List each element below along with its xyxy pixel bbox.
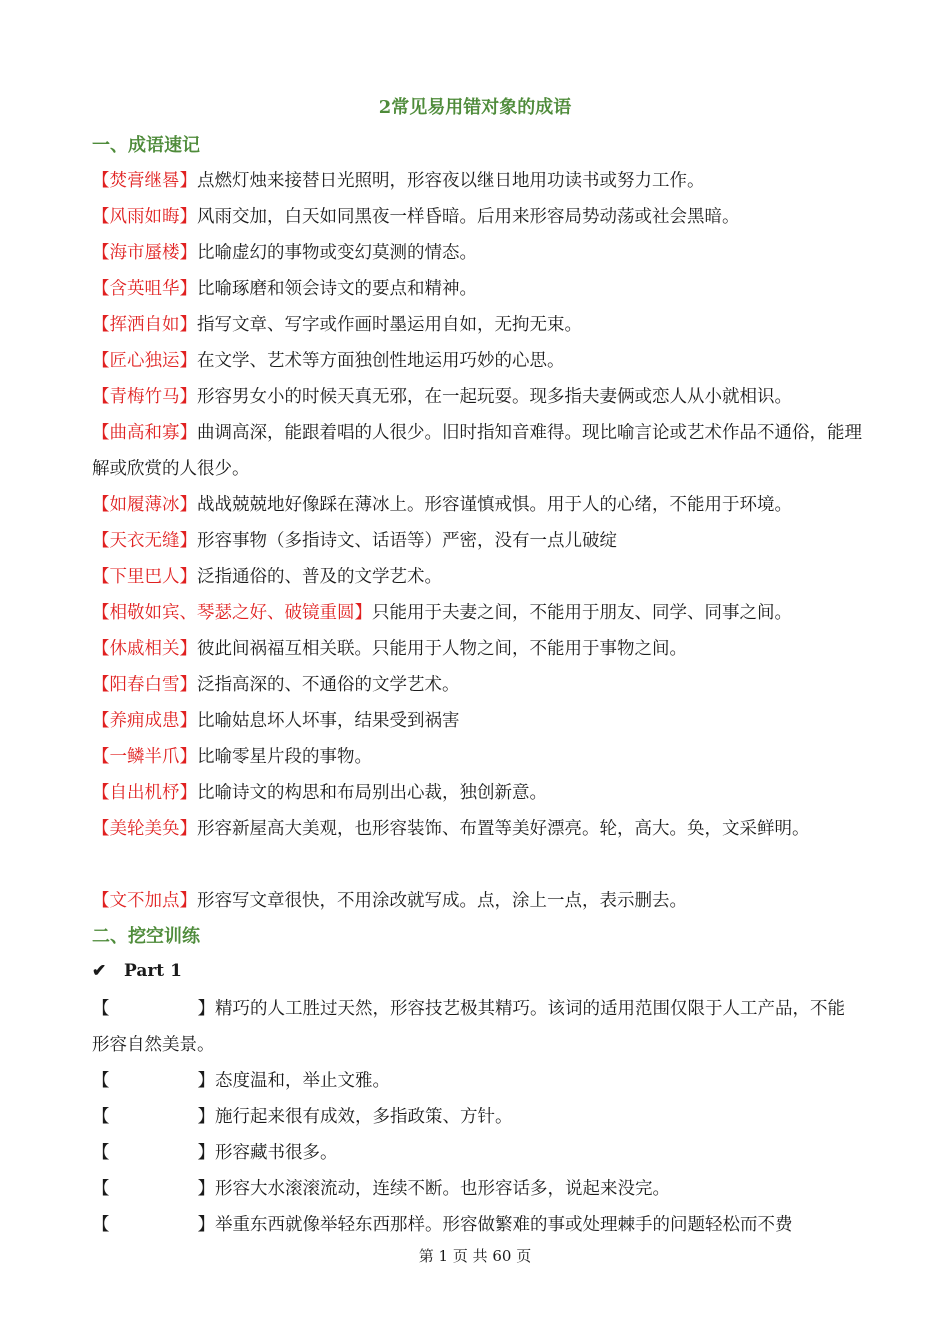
blank-entry [92, 1063, 862, 1099]
idiom-entry [92, 595, 862, 631]
idiom-term: 【海市蜃楼】 [92, 243, 197, 263]
page-title: 2常见易用错对象的成语 [378, 97, 572, 118]
idiom-desc: 泛指高深的、不通俗的文学艺术。 [197, 675, 460, 695]
blank-desc: 施行起来很有成效，多指政策、方针。 [215, 1107, 513, 1127]
blank-close-bracket: 】 [197, 1215, 215, 1235]
blank-open-bracket: 【 [92, 1071, 110, 1091]
blank-entry [92, 1135, 862, 1171]
idiom-desc: 风雨交加，白天如同黑夜一样昏暗。后用来形容局势动荡或社会黑暗。 [197, 207, 740, 227]
idiom-desc: 形容男女小的时候天真无邪，在一起玩耍。现多指夫妻俩或恋人从小就相识。 [197, 387, 792, 407]
blank-close-bracket: 】 [197, 999, 215, 1019]
idiom-entry [92, 703, 862, 739]
idiom-desc: 比喻姑息坏人坏事，结果受到祸害 [197, 711, 460, 731]
idiom-desc: 曲调高深，能跟着唱的人很少。旧时指知音难得。现比喻言论或艺术作品不通俗，能理解或欣赏的人很少。 [92, 423, 862, 479]
idiom-term: 【阳春白雪】 [92, 675, 197, 695]
blank-close-bracket: 】 [197, 1071, 215, 1091]
idiom-entry [92, 379, 862, 415]
idiom-term: 【美轮美奂】 [92, 819, 197, 839]
idiom-term: 【含英咀华】 [92, 279, 197, 299]
idiom-desc: 彼此间祸福互相关联。只能用于人物之间，不能用于事物之间。 [197, 639, 687, 659]
blank-entry [92, 1207, 862, 1243]
idiom-entry [92, 343, 862, 379]
page-footer: 第 1 页 共 60 页 [418, 1247, 532, 1265]
idiom-desc: 形容事物（多指诗文、话语等）严密，没有一点儿破绽 [197, 531, 617, 551]
idiom-term: 【焚膏继晷】 [92, 171, 197, 191]
idiom-desc: 只能用于夫妻之间，不能用于朋友、同学、同事之间。 [372, 603, 792, 623]
idiom-entry [92, 307, 862, 343]
blank-open-bracket: 【 [92, 1143, 110, 1163]
idiom-entry [92, 415, 862, 487]
idiom-entry [92, 559, 862, 595]
idiom-desc: 战战兢兢地好像踩在薄冰上。形容谨慎戒惧。用于人的心绪，不能用于环境。 [197, 495, 792, 515]
part-heading [92, 957, 182, 985]
idiom-term: 【相敬如宾、琴瑟之好、破镜重圆】 [92, 603, 372, 623]
section-heading-idioms: 一、成语速记 [92, 135, 200, 156]
idiom-term: 【匠心独运】 [92, 351, 197, 371]
blank-open-bracket: 【 [92, 1179, 110, 1199]
idiom-term: 【天衣无缝】 [92, 531, 197, 551]
idiom-entry [92, 235, 862, 271]
idiom-entry [92, 487, 862, 523]
blank-close-bracket: 】 [197, 1179, 215, 1199]
idiom-desc: 形容写文章很快，不用涂改就写成。点，涂上一点，表示删去。 [197, 891, 687, 911]
idiom-term: 【养痈成患】 [92, 711, 197, 731]
idiom-term: 【休戚相关】 [92, 639, 197, 659]
checkmark-icon: ✔ [92, 961, 107, 981]
idiom-entry [92, 163, 862, 199]
idiom-desc: 比喻琢磨和领会诗文的要点和精神。 [197, 279, 477, 299]
idiom-term: 【风雨如晦】 [92, 207, 197, 227]
blank-open-bracket: 【 [92, 1107, 110, 1127]
blank-open-bracket: 【 [92, 1215, 110, 1235]
idiom-entry [92, 883, 862, 919]
idiom-desc: 点燃灯烛来接替日光照明，形容夜以继日地用功读书或努力工作。 [197, 171, 705, 191]
idiom-desc: 在文学、艺术等方面独创性地运用巧妙的心思。 [197, 351, 565, 371]
idiom-term: 【自出机杼】 [92, 783, 197, 803]
blank-desc: 精巧的人工胜过天然，形容技艺极其精巧。该词的适用范围仅限于人工产品，不能形容自然美景。 [92, 999, 845, 1055]
blank-desc: 形容大水滚滚流动，连续不断。也形容话多，说起来没完。 [215, 1179, 670, 1199]
idiom-desc: 比喻零星片段的事物。 [197, 747, 372, 767]
idiom-desc: 比喻虚幻的事物或变幻莫测的情态。 [197, 243, 477, 263]
idiom-entry [92, 271, 862, 307]
blank-close-bracket: 】 [197, 1107, 215, 1127]
idiom-term: 【如履薄冰】 [92, 495, 197, 515]
idiom-entry [92, 811, 862, 847]
idiom-entry [92, 631, 862, 667]
blank-close-bracket: 】 [197, 1143, 215, 1163]
idiom-desc: 指写文章、写字或作画时墨运用自如，无拘无束。 [197, 315, 582, 335]
idiom-desc: 泛指通俗的、普及的文学艺术。 [197, 567, 442, 587]
idiom-desc: 比喻诗文的构思和布局别出心裁，独创新意。 [197, 783, 547, 803]
idiom-entry [92, 667, 862, 703]
idiom-desc: 形容新屋高大美观，也形容装饰、布置等美好漂亮。轮，高大。奂，文采鲜明。 [197, 819, 810, 839]
blank-open-bracket: 【 [92, 999, 110, 1019]
idiom-term: 【曲高和寡】 [92, 423, 197, 443]
blank-entry [92, 991, 862, 1063]
idiom-term: 【青梅竹马】 [92, 387, 197, 407]
idiom-term: 【挥洒自如】 [92, 315, 197, 335]
idiom-entry [92, 739, 862, 775]
section-heading-exercise: 二、挖空训练 [92, 926, 200, 947]
blank-desc: 举重东西就像举轻东西那样。形容做繁难的事或处理棘手的问题轻松而不费 [215, 1215, 793, 1235]
blank-entry [92, 1099, 862, 1135]
idiom-term: 【一鳞半爪】 [92, 747, 197, 767]
blank-desc: 态度温和，举止文雅。 [215, 1071, 390, 1091]
idiom-term: 【文不加点】 [92, 891, 197, 911]
idiom-entry [92, 199, 862, 235]
idiom-entry [92, 775, 862, 811]
blank-desc: 形容藏书很多。 [215, 1143, 338, 1163]
idiom-entry [92, 523, 862, 559]
idiom-term: 【下里巴人】 [92, 567, 197, 587]
blank-entry [92, 1171, 862, 1207]
part-label: Part 1 [124, 961, 182, 981]
